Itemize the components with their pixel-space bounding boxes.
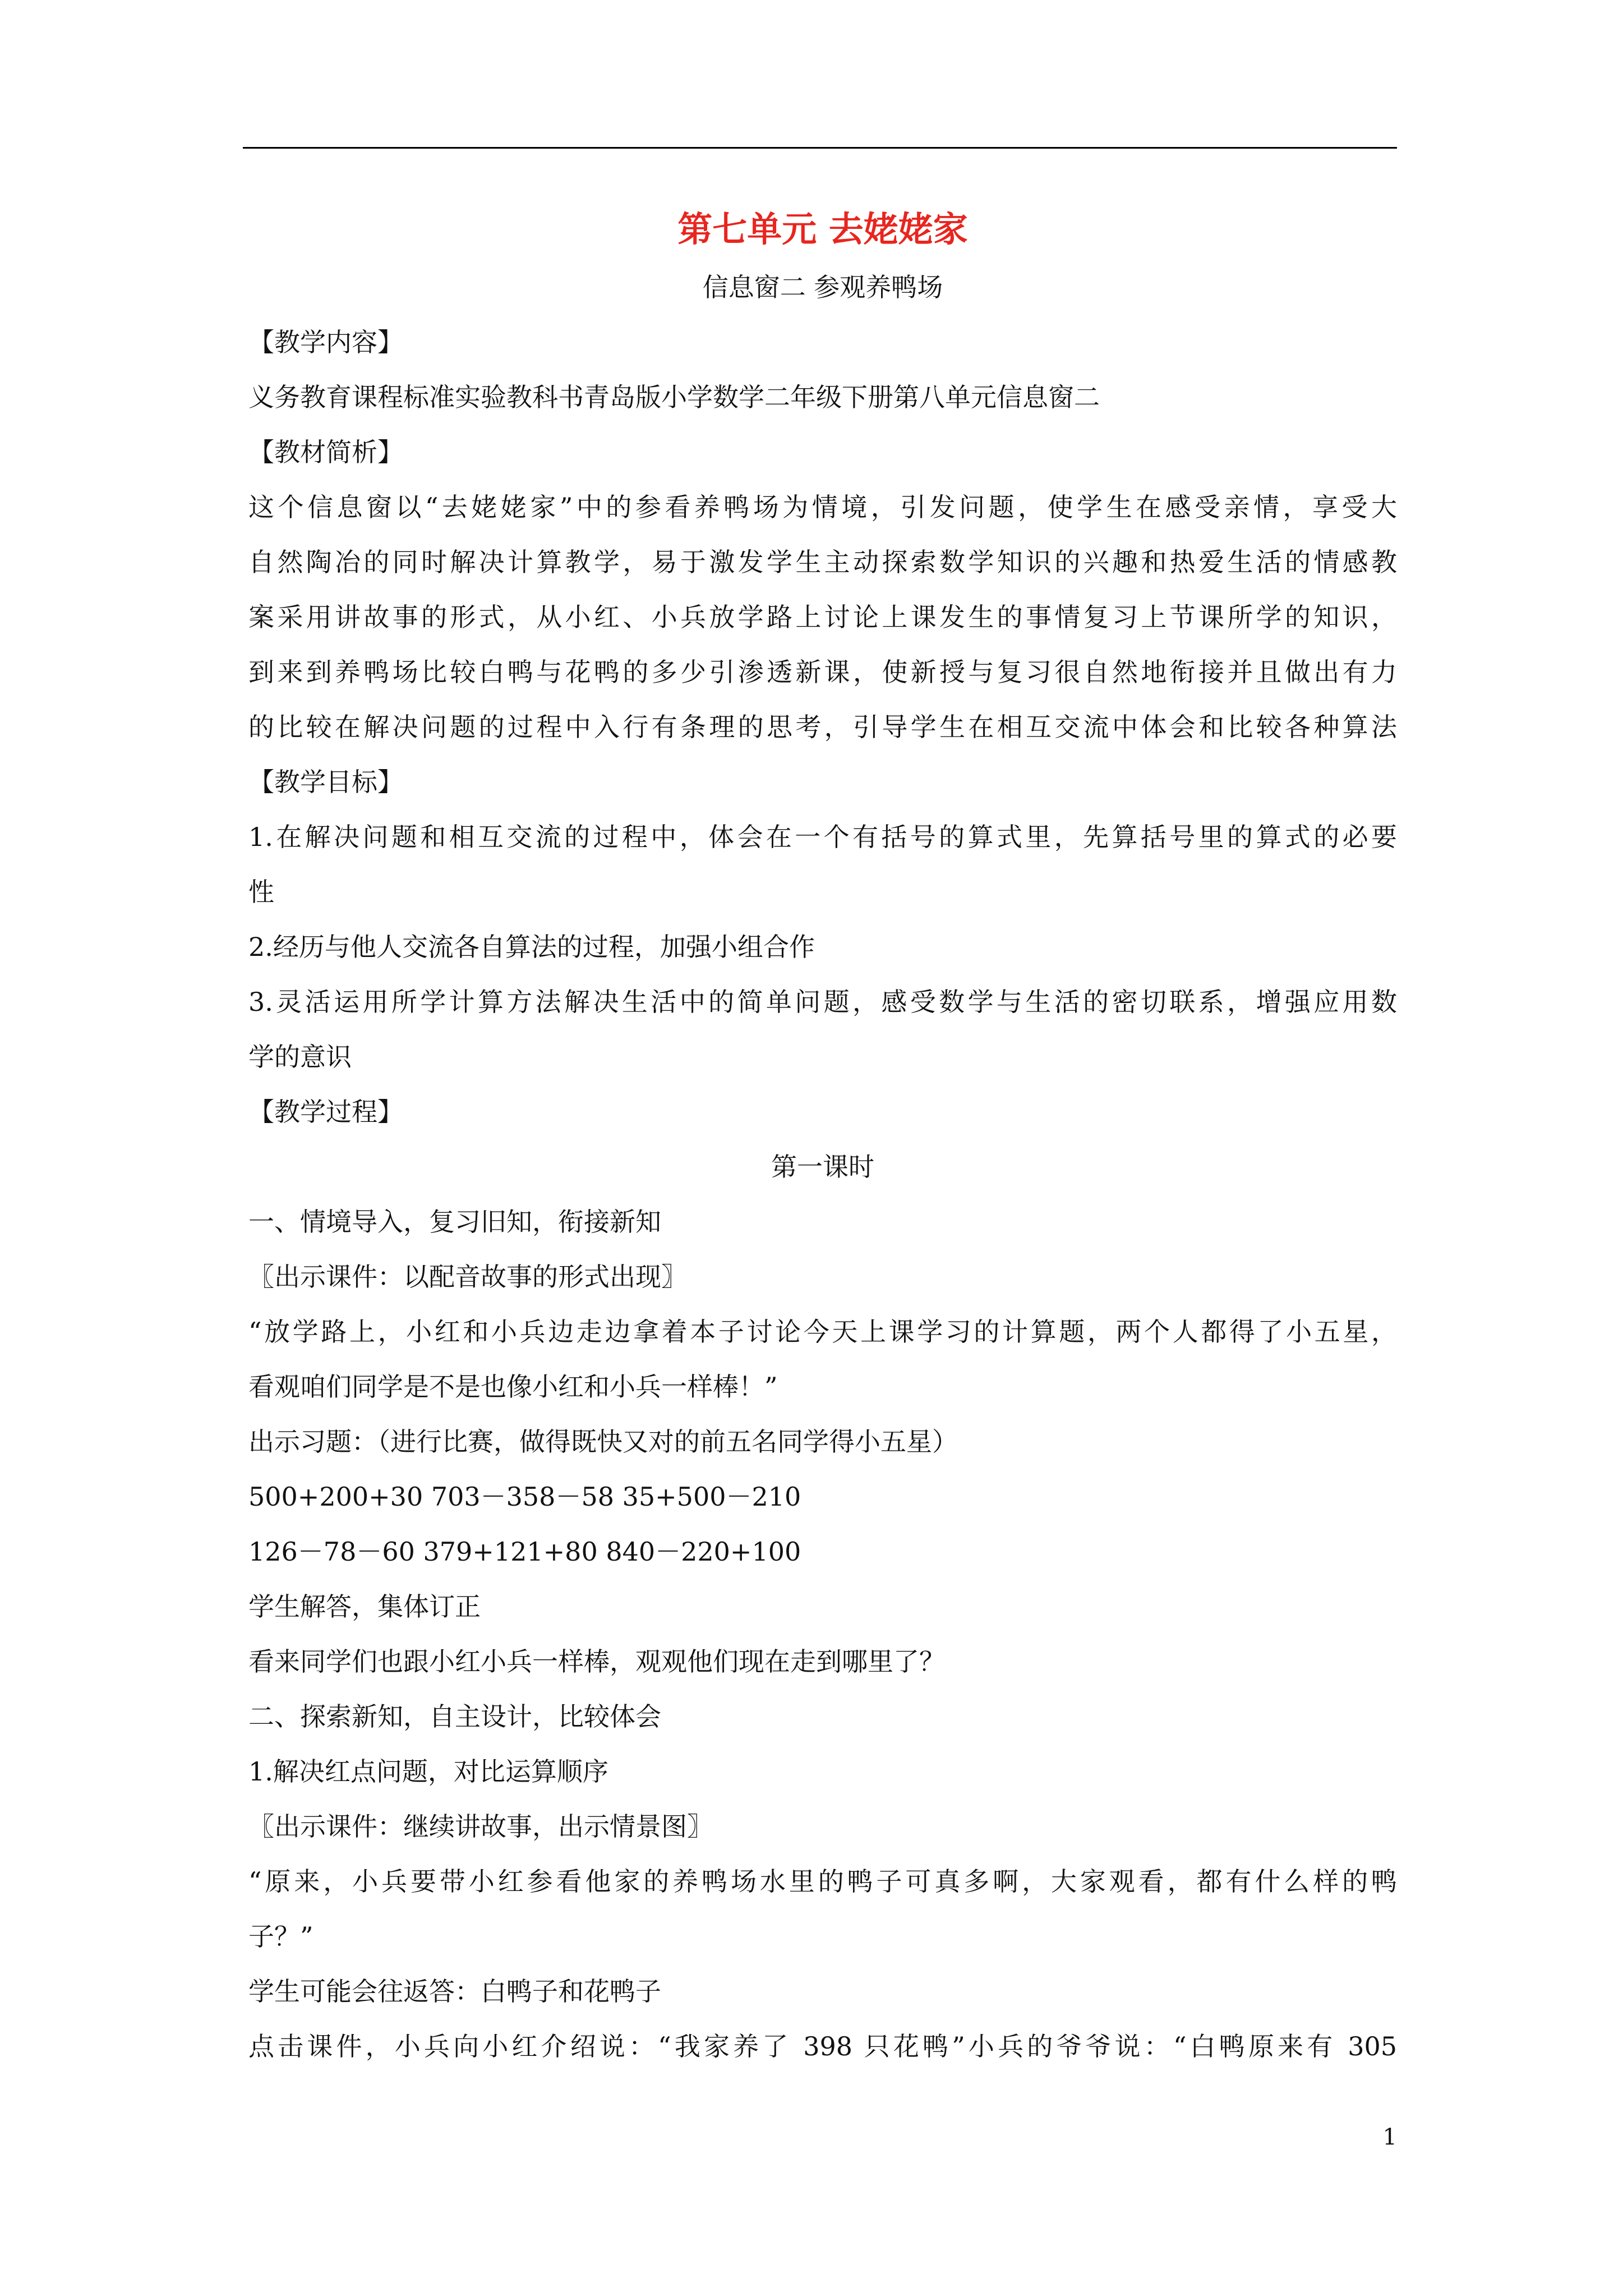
text-line: 【教学目标】 bbox=[248, 767, 403, 797]
text-line: 到来到养鸭场比较白鸭与花鸭的多少引渗透新课，使新授与复习很自然地衔接并且做出有力 bbox=[248, 657, 1397, 687]
text-line: 【教材简析】 bbox=[248, 437, 403, 467]
page-title: 第七单元 去姥姥家 bbox=[677, 209, 968, 250]
text-line: 案采用讲故事的形式，从小红、小兵放学路上讨论上课发生的事情复习上节课所学的知识， bbox=[248, 602, 1397, 632]
text-line: 2.经历与他人交流各自算法的过程，加强小组合作 bbox=[248, 932, 815, 962]
text-line: “原来，小兵要带小红参看他家的养鸭场水里的鸭子可真多啊，大家观看，都有什么样的鸭 bbox=[248, 1866, 1397, 1897]
text-line: 1.解决红点问题，对比运算顺序 bbox=[248, 1756, 608, 1787]
text-line: 一、情境导入，复习旧知，衔接新知 bbox=[248, 1207, 661, 1237]
text-line: 第一课时 bbox=[771, 1152, 874, 1182]
text-line: 500+200+30 703－358－58 35+500－210 bbox=[248, 1481, 801, 1512]
text-line: 看观咱们同学是不是也像小红和小兵一样棒！” bbox=[248, 1372, 778, 1402]
subtitle: 信息窗二 参观养鸭场 bbox=[702, 272, 943, 302]
text-line: 1.在解决问题和相互交流的过程中，体会在一个有括号的算式里，先算括号里的算式的必要 bbox=[248, 822, 1397, 852]
text-line: 126－78－60 379+121+80 840－220+100 bbox=[248, 1536, 801, 1567]
text-line: 点击课件，小兵向小红介绍说：“我家养了 398 只花鸭”小兵的爷爷说：“白鸭原来有 305 bbox=[248, 2031, 1397, 2062]
text-line: 的比较在解决问题的过程中入行有条理的思考，引导学生在相互交流中体会和比较各种算法 bbox=[248, 712, 1397, 742]
text-line: 看来同学们也跟小红小兵一样棒，观观他们现在走到哪里了？ bbox=[248, 1646, 945, 1677]
text-line: 学生可能会往返答：白鸭子和花鸭子 bbox=[248, 1976, 661, 2007]
text-line: 学生解答，集体订正 bbox=[248, 1591, 481, 1622]
text-line: 【教学内容】 bbox=[248, 327, 403, 357]
text-line: 〖出示课件：以配音故事的形式出现〗 bbox=[248, 1262, 687, 1292]
text-line: 出示习题：（进行比赛，做得既快又对的前五名同学得小五星） bbox=[248, 1427, 958, 1457]
text-line: 【教学过程】 bbox=[248, 1097, 403, 1127]
text-line: 〖出示课件：继续讲故事，出示情景图〗 bbox=[248, 1811, 713, 1842]
text-line: 二、探索新知，自主设计，比较体会 bbox=[248, 1701, 661, 1732]
text-line: 子？” bbox=[248, 1921, 313, 1952]
text-line: 性 bbox=[248, 877, 274, 907]
document-body bbox=[248, 199, 1397, 2074]
text-line: 学的意识 bbox=[248, 1042, 352, 1072]
text-line: 义务教育课程标准实验教科书青岛版小学数学二年级下册第八单元信息窗二 bbox=[248, 382, 1100, 412]
text-line: “放学路上，小红和小兵边走边拿着本子讨论今天上课学习的计算题，两个人都得了小五星， bbox=[248, 1317, 1397, 1347]
page-number: 1 bbox=[1382, 2124, 1397, 2150]
paragraph-lines bbox=[248, 315, 1397, 2074]
text-line: 这个信息窗以“去姥姥家”中的参看养鸭场为情境，引发问题，使学生在感受亲情，享受大 bbox=[248, 492, 1397, 522]
text-line: 3.灵活运用所学计算方法解决生活中的简单问题，感受数学与生活的密切联系，增强应用数 bbox=[248, 987, 1397, 1017]
text-line: 自然陶冶的同时解决计算教学，易于激发学生主动探索数学知识的兴趣和热爱生活的情感教 bbox=[248, 547, 1397, 577]
header-rule bbox=[243, 147, 1397, 149]
